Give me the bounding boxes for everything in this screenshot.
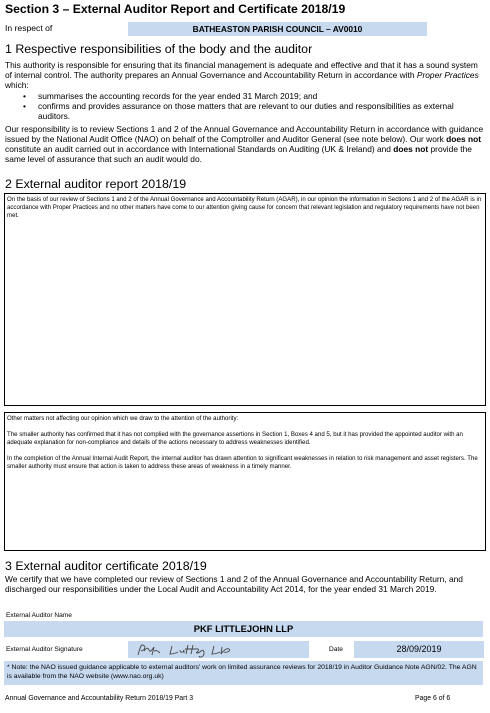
nao-note: * Note: the NAO issued guidance applicable to external auditors' work on limited assurance reviews for 2018/19 in Auditor Guidance Note AGN/02. The AGN is available from the NAO website (www.nao.org.uk) bbox=[4, 661, 483, 685]
other-matters-box bbox=[4, 412, 486, 551]
bullet-text: confirms and provides assurance on those matters that are relevant to our duties and responsibilities as external auditors. bbox=[38, 101, 454, 122]
in-respect-of-label: In respect of bbox=[5, 23, 53, 33]
auditor-name-label: External Auditor Name bbox=[6, 612, 72, 619]
section1-heading: 1 Respective responsibilities of the body and the auditor bbox=[5, 42, 313, 56]
intro-text-b: which: bbox=[5, 80, 29, 91]
responsibility-bullets bbox=[20, 91, 482, 121]
section-title: Section 3 – External Auditor Report and Certificate 2018/19 bbox=[5, 2, 346, 16]
date-field: 28/09/2019 bbox=[354, 641, 484, 658]
bullet-text: summarises the accounting records for the year ended 31 March 2019; and bbox=[38, 91, 318, 101]
bullet-icon: • bbox=[23, 101, 26, 112]
body-name-field: BATHEASTON PARISH COUNCIL – AV0010 bbox=[128, 22, 427, 36]
handwritten-signature-icon bbox=[132, 642, 302, 658]
signature-field bbox=[128, 641, 309, 658]
auditor-responsibility-text bbox=[5, 124, 485, 164]
page-number: Page 6 of 6 bbox=[415, 695, 451, 702]
bullet-icon: • bbox=[23, 91, 26, 101]
opinion-text: On the basis of our review of Sections 1 and 2 of the Annual Governance and Accountability Return (AGAR), in our opinion the information in Sections 1 and 2 of the AGAR is in accordance with Proper Practices and no other matters have come to our attention giving cause for concern that relevant legislation and regulatory requirements have not been met. bbox=[7, 196, 482, 219]
resp-bold-b: does not bbox=[393, 144, 429, 155]
certificate-text: We certify that we have completed our review of Sections 1 and 2 of the Annual Governance and Accountability Return, and discharged our responsibilities under the Local Audit and Accountability Act 2014, for the year ended 31 March 2019. bbox=[5, 574, 463, 595]
resp-text-c: provide the same level of assurance that such an audit would do. bbox=[5, 144, 472, 165]
section1-intro bbox=[5, 60, 483, 90]
resp-text-b: constitute an audit carried out in accordance with International Standards on Auditing (UK & Ireland) and bbox=[5, 144, 394, 155]
other-matters-paragraph: In the completion of the Annual Internal Audit Report, the internal auditor has drawn attention to significant weaknesses in relation to risk management and asset registers. The smaller authority must ensure that action is taken to address these areas of weakness in a timely manner. bbox=[7, 454, 478, 470]
opinion-box bbox=[4, 193, 486, 406]
intro-italic: Proper Practices bbox=[416, 70, 479, 81]
resp-text-a: Our responsibility is to review Sections 1 and 2 of the Annual Governance and Accountability Return in accordance with guidance issued by the National Audit Office (NAO) on behalf of the Comptroller and Auditor General (see note below). Our work bbox=[5, 124, 484, 145]
footer-title: Annual Governance and Accountability Return 2018/19 Part 3 bbox=[5, 695, 194, 702]
signature-label: External Auditor Signature bbox=[6, 646, 83, 653]
intro-text-a: This authority is responsible for ensuring that its financial management is adequate and effective and that it has a sound system of internal control. The authority prepares an Annual Governance and Accountability Return in accordance with bbox=[5, 60, 478, 81]
other-matters-title: Other matters not affecting our opinion which we draw to the attention of the authority: bbox=[7, 415, 239, 422]
section3-heading: 3 External auditor certificate 2018/19 bbox=[5, 559, 207, 573]
auditor-name-field: PKF LITTLEJOHN LLP bbox=[4, 621, 483, 637]
resp-bold-a: does not bbox=[446, 134, 482, 145]
section2-heading: 2 External auditor report 2018/19 bbox=[5, 177, 187, 191]
other-matters-paragraph: The smaller authority has confirmed that it has not complied with the governance assertions in Section 1, Boxes 4 and 5, but it has provided the appointed auditor with an adequate explanation for non-compliance and details of the actions necessary to address weaknesses identified. bbox=[7, 430, 463, 446]
date-label: Date bbox=[329, 646, 343, 653]
list-item bbox=[20, 101, 482, 121]
list-item bbox=[20, 91, 482, 101]
